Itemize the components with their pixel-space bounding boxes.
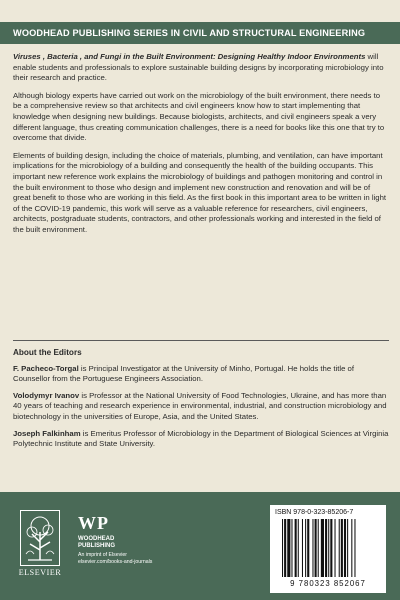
barcode-bar xyxy=(302,519,303,577)
barcode-bar xyxy=(295,519,297,577)
footer-band xyxy=(0,492,400,600)
elsevier-wordmark: ELSEVIER xyxy=(18,568,62,577)
barcode-bar xyxy=(307,519,309,577)
wp-mark: WP xyxy=(78,513,109,533)
wp-name-line1: WOODHEAD xyxy=(78,536,115,542)
editor-bio: is Principal Investigator at the University of Minho, Portugal. He holds the title of Counsellor from the Portuguese Engineers Association. xyxy=(13,363,355,384)
barcode-bar xyxy=(347,519,348,577)
barcode-bar xyxy=(339,519,340,577)
wp-imprint-line1: An imprint of Elsevier xyxy=(78,552,128,558)
editor-entry xyxy=(13,391,389,423)
elsevier-logo xyxy=(14,510,66,586)
barcode-bar xyxy=(287,519,290,577)
series-banner: WOODHEAD PUBLISHING SERIES IN CIVIL AND STRUCTURAL ENGINEERING xyxy=(0,22,400,44)
editor-bio: is Professor at the National University of Food Technologies, Ukraine, and has more than 40 years of teaching and research experience in environmental, industrial, and construction microbiology and biotechnology in the universities of Europe, Asia, and the United States. xyxy=(13,390,387,421)
barcode-bar xyxy=(291,519,292,577)
barcode-number: 9 780323 852067 xyxy=(290,579,366,588)
book-description xyxy=(13,52,389,243)
book-title: Viruses , Bacteria , and Fungi in the Built Environment: Designing Healthy Indoor Environments xyxy=(13,52,366,61)
isbn-barcode-box xyxy=(270,505,386,593)
barcode-icon xyxy=(282,519,374,577)
barcode-bar xyxy=(282,519,283,577)
barcode-bar xyxy=(321,519,324,577)
wp-imprint xyxy=(78,552,152,565)
wp-name xyxy=(78,536,152,550)
barcode-bar xyxy=(351,519,352,577)
editor-entry xyxy=(13,364,389,385)
barcode-bar xyxy=(328,519,329,577)
barcode-bar xyxy=(335,519,336,577)
barcode-bar xyxy=(305,519,306,577)
elsevier-tree-icon xyxy=(20,510,60,566)
editor-bio: is Emeritus Professor of Microbiology in the Department of Biological Sciences at Virginia Polytechnic Institute and State University. xyxy=(13,428,389,449)
barcode-bar xyxy=(312,519,313,577)
section-divider xyxy=(13,340,389,341)
wp-name-line2: PUBLISHING xyxy=(78,543,116,549)
editor-name: Joseph Falkinham xyxy=(13,428,81,438)
barcode-bar xyxy=(318,519,319,577)
barcode-bar xyxy=(344,519,346,577)
barcode-bar xyxy=(315,519,317,577)
intro-text: will enable students and professionals to explore sustainable building designs by incorporating microbiology into their research and practice. xyxy=(13,52,384,83)
editor-entry xyxy=(13,429,389,450)
about-editors xyxy=(13,348,389,456)
editor-name: Volodymyr Ivanov xyxy=(13,390,80,400)
editors-heading: About the Editors xyxy=(13,348,82,357)
barcode-bar xyxy=(298,519,299,577)
description-paragraph-2: Although biology experts have carried out work on the microbiology of the built environment, there needs to be a comprehensive review so that architects and civil engineers know how to start implementing that knowledge when designing new buildings. Because biologists, architects, and civil engineers speak a very different language, thus creating communication challenges, there is a need for books like this one that try to overcome that divide. xyxy=(13,90,385,143)
barcode-bar xyxy=(284,519,286,577)
barcode-bar xyxy=(325,519,327,577)
woodhead-logo xyxy=(78,514,152,565)
description-paragraph-3: Elements of building design, including the choice of materials, plumbing, and ventilation, can have important implications for the microbiology of a building and consequently the health of the building occupants. This important new reference work explains the microbiology of buildings and pathogen monitoring and control in the built environment to those who design and implement new construction and renovation and will be of great benefit to those who are working in this field. As the first book in this important area to be written in light of the COVID-19 pandemic, this work will serve as a valuable reference for researchers, civil engineers, architects, postgraduate students, contractors, and other professionals working and interested in the field of the built environment. xyxy=(13,150,387,234)
barcode-bar xyxy=(354,519,355,577)
top-stripe xyxy=(0,0,400,22)
editor-name: F. Pacheco-Torgal xyxy=(13,363,79,373)
barcode-bar xyxy=(330,519,332,577)
intro-paragraph xyxy=(13,52,389,84)
wp-imprint-url: elsevier.com/books-and-journals xyxy=(78,558,153,565)
barcode-bar xyxy=(341,519,343,577)
isbn-label: ISBN 978-0-323-85206-7 xyxy=(275,509,354,516)
